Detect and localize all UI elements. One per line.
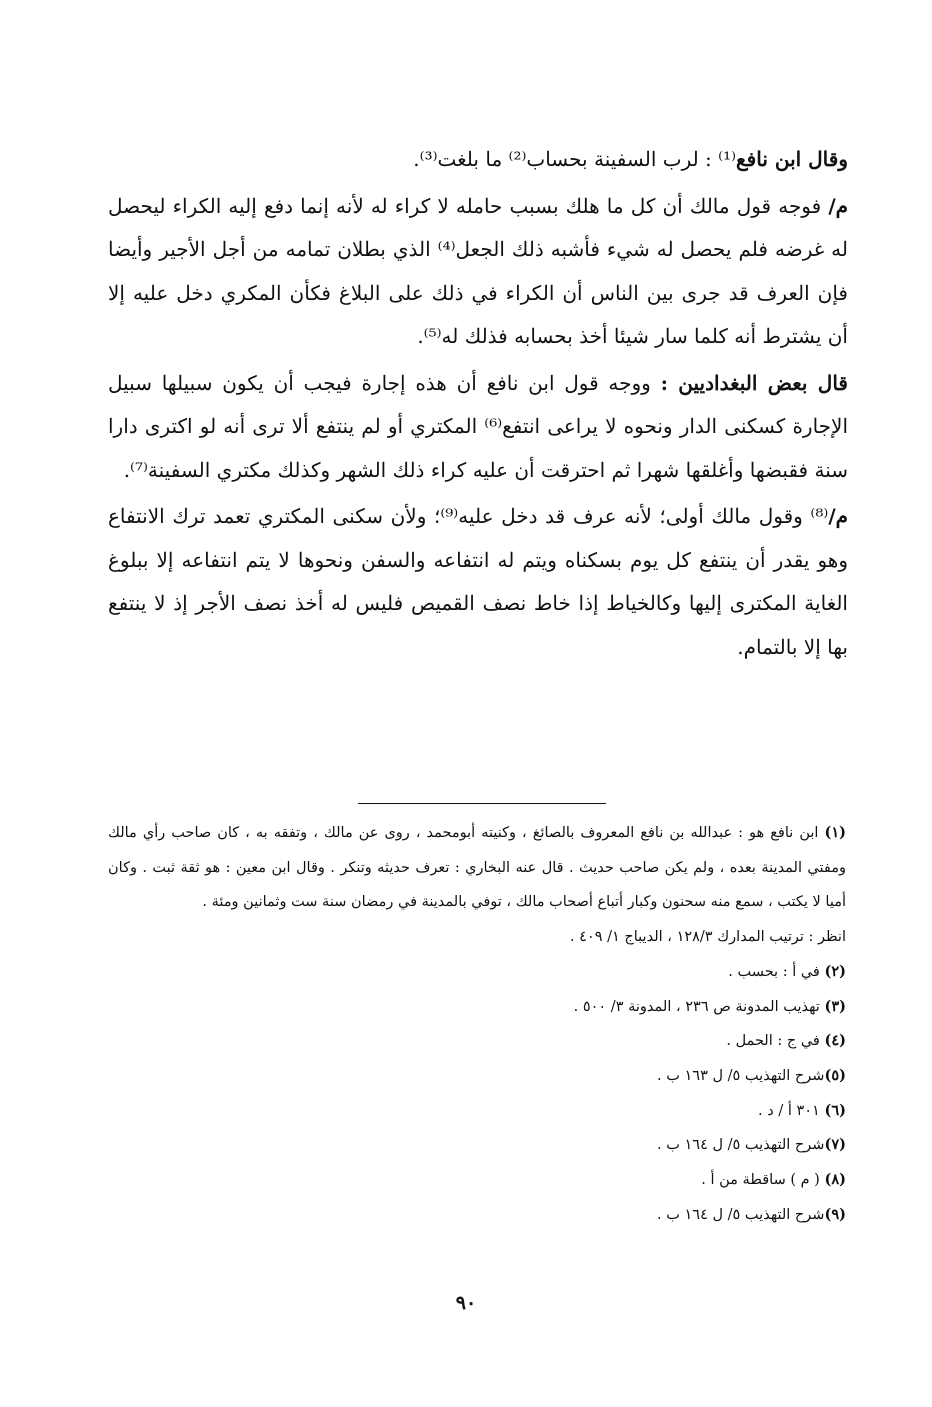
main-text: [108, 138, 848, 669]
footnote-number: (٢): [824, 962, 846, 980]
footnote-text: ( م ) ساقطة من أ .: [701, 1172, 825, 1189]
footnote-item: [108, 990, 846, 1025]
paragraph-text: ⁽¹⁾ : لرب السفينة بحساب⁽²⁾ ما بلغت⁽³⁾.: [413, 147, 737, 171]
footnotes: [108, 816, 846, 1232]
paragraph: [108, 495, 848, 669]
footnote-item: [108, 816, 846, 920]
footnote-text: ابن نافع هو : عبدالله بن نافع المعروف بالصائغ ، وكنيته أبومحمد ، روى عن مالك ، وتفقه به ، كان صاحب رأي مالك ومفتي المدينة بعده ، ولم يكن صاحب حديث . قال عنه البخاري : تعرف حديثه وتنكر . وقال ابن معين : هو ثقة ثبت . وكان أميا لا يكتب ، سمع منه سحنون وكبار أتباع أصحاب مالك ، توفي بالمدينة في رمضان سنة ست وثمانين ومئة .: [108, 825, 846, 911]
footnote-number: (٩): [824, 1205, 846, 1223]
footnote-number: (٣): [824, 997, 846, 1015]
footnote-item: [108, 1163, 846, 1198]
footnote-item: [108, 955, 846, 990]
paragraph-lead: م/: [828, 193, 848, 218]
page-number: ٩٠: [455, 1292, 477, 1314]
paragraph-lead: م/: [828, 504, 848, 528]
footnote-text: شرح التهذيب ٥/ ل ١٦٣ ب .: [657, 1067, 825, 1084]
footnote-number: (٥): [824, 1066, 846, 1084]
footnote-text: في ج : الحمل .: [726, 1033, 825, 1050]
paragraph-text: فوجه قول مالك أن كل ما هلك بسبب حامله لا كراء له لأنه إنما دفع إليه الكراء ليحصل له غرضه فلم يحصل له شيء فأشبه ذلك الجعل⁽⁴⁾ الذي بطلان تمامه من أجل الأجير وأيضا فإن العرف قد جرى بين الناس أن الكراء في ذلك على البلاغ فكأن المكري دخل عليه إلا أن يشترط أنه كلما سار شيئا أخذ بحسابه فذلك له⁽⁵⁾.: [108, 193, 849, 348]
paragraph-lead: وقال ابن نافع: [736, 147, 848, 171]
footnote-text: شرح التهذيب ٥/ ل ١٦٤ ب .: [657, 1137, 825, 1154]
paragraph: [108, 138, 848, 182]
paragraph-text: ⁽⁸⁾ وقول مالك أولى؛ لأنه عرف قد دخل عليه⁽⁹⁾؛ ولأن سكنى المكتري تعمد ترك الانتفاع وهو يقدر أن ينتفع كل يوم بسكناه ويتم له انتفاعه والسفن ونحوها لا يتم انتفاعه إلا ببلوغ الغاية المكترى إليها وكالخياط إذا خاط نصف القميص فليس له أخذ نصف الأجر إذ لا ينتفع بها إلا بالتمام.: [108, 504, 848, 659]
paragraph-text: ووجه قول ابن نافع أن هذه إجارة فيجب أن يكون سبيلها سبيل الإجارة كسكنى الدار ونحوه لا يراعى انتفع⁽⁶⁾ المكتري أو لم ينتفع ألا ترى أنه لو اكترى دارا سنة فقبضها وأغلقها شهرا ثم احترقت أن عليه كراء ذلك الشهر وكذلك مكتري السفينة⁽⁷⁾.: [108, 370, 848, 482]
footnote-item: [108, 1024, 846, 1059]
footnote-text: شرح التهذيب ٥/ ل ١٦٤ ب .: [657, 1206, 825, 1223]
footnote-source: انظر : ترتيب المدارك ١٢٨/٣ ، الديباج ١/ ٤٠٩ .: [569, 929, 846, 946]
footnote-item: [108, 1059, 846, 1094]
paragraph: [108, 185, 848, 359]
paragraph: [108, 362, 848, 493]
footnote-separator: [358, 803, 606, 804]
footnote-item: [108, 1128, 846, 1163]
footnote-item: [108, 1094, 846, 1129]
footnote-number: (٧): [824, 1136, 846, 1154]
paragraph-lead: قال بعض البغداديين :: [660, 370, 848, 395]
footnote-number: (٨): [824, 1171, 846, 1189]
footnote-number: (٤): [824, 1032, 846, 1050]
footnote-number: (٦): [824, 1101, 846, 1119]
footnote-item: [108, 1198, 846, 1233]
footnote-number: (١): [824, 824, 846, 841]
footnote-text: تهذيب المدونة ص ٢٣٦ ، المدونة ٣/ ٥٠٠ .: [573, 998, 825, 1015]
footnote-text: في أ : بحسب .: [728, 963, 825, 980]
footnote-text: ٣٠١ أ / د .: [758, 1102, 825, 1119]
